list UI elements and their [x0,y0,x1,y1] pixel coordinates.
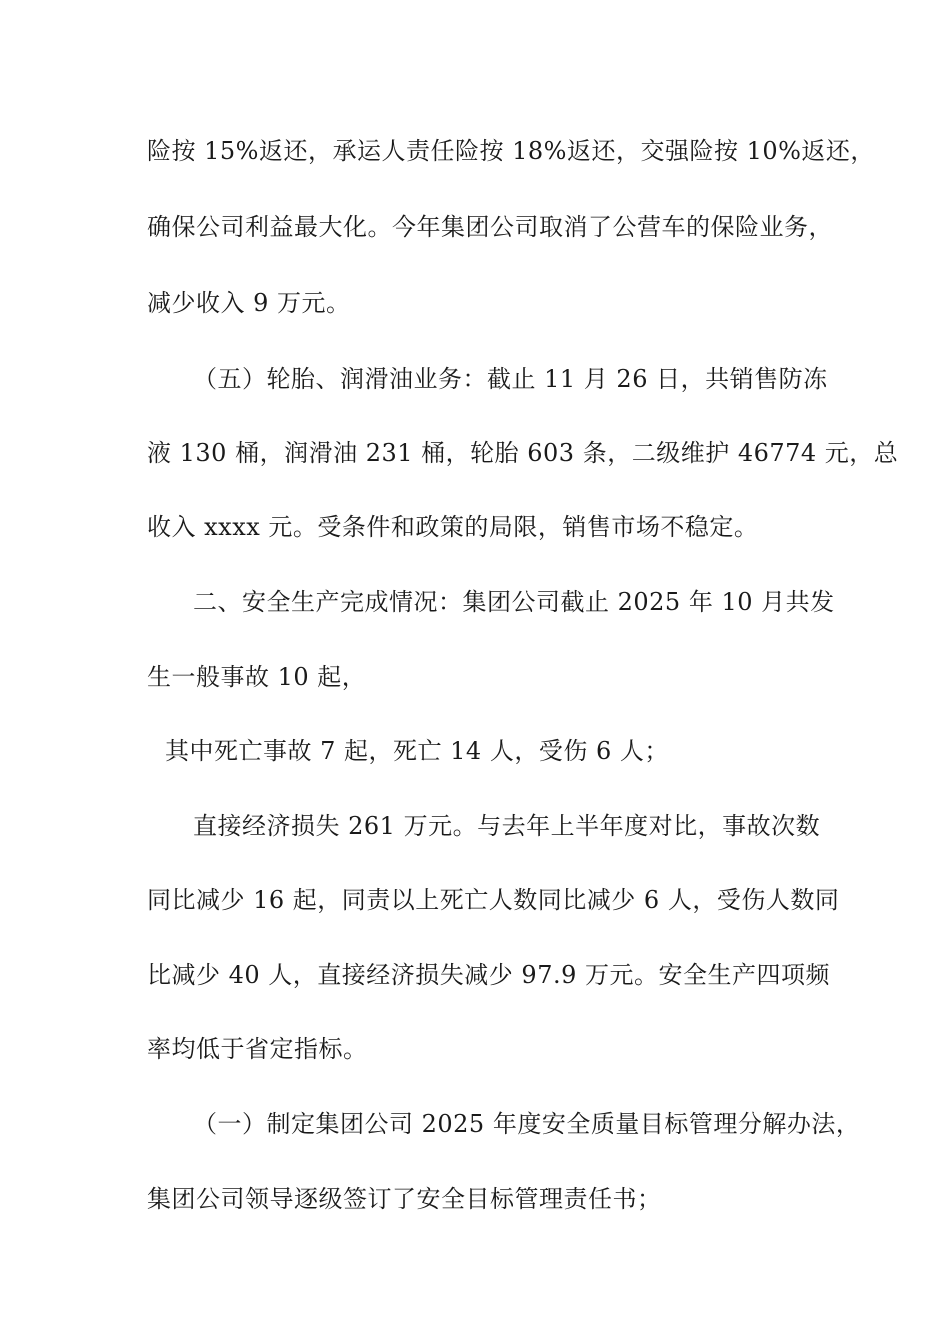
text-line: 液 130 桶，润滑油 231 桶，轮胎 603 条，二级维护 46774 元，总 [147,439,899,467]
paragraph-start-line: （五）轮胎、润滑油业务：截止 11 月 26 日，共销售防冻 [193,365,828,393]
text-line: 集团公司领导逐级签订了安全目标管理责任书； [147,1185,662,1213]
text-line: 确保公司利益最大化。今年集团公司取消了公营车的保险业务， [147,213,833,241]
text-line: 收入 xxxx 元。受条件和政策的局限，销售市场不稳定。 [147,513,759,541]
paragraph-start-line: （一）制定集团公司 2025 年度安全质量目标管理分解办法， [193,1110,861,1138]
text-line: 同比减少 16 起，同责以上死亡人数同比减少 6 人，受伤人数同 [147,886,840,914]
text-line: 生一般事故 10 起， [147,663,367,691]
text-line: 其中死亡事故 7 起，死亡 14 人，受伤 6 人； [165,737,669,765]
text-line: 减少收入 9 万元。 [147,289,351,317]
text-line: 率均低于省定指标。 [147,1035,368,1063]
text-line: 比减少 40 人，直接经济损失减少 97.9 万元。安全生产四项频 [147,961,830,989]
section-heading-line: 二、安全生产完成情况：集团公司截止 2025 年 10 月共发 [193,588,835,616]
text-line: 险按 15%返还，承运人责任险按 18%返还，交强险按 10%返还， [147,137,875,165]
paragraph-start-line: 直接经济损失 261 万元。与去年上半年度对比，事故次数 [193,812,821,840]
